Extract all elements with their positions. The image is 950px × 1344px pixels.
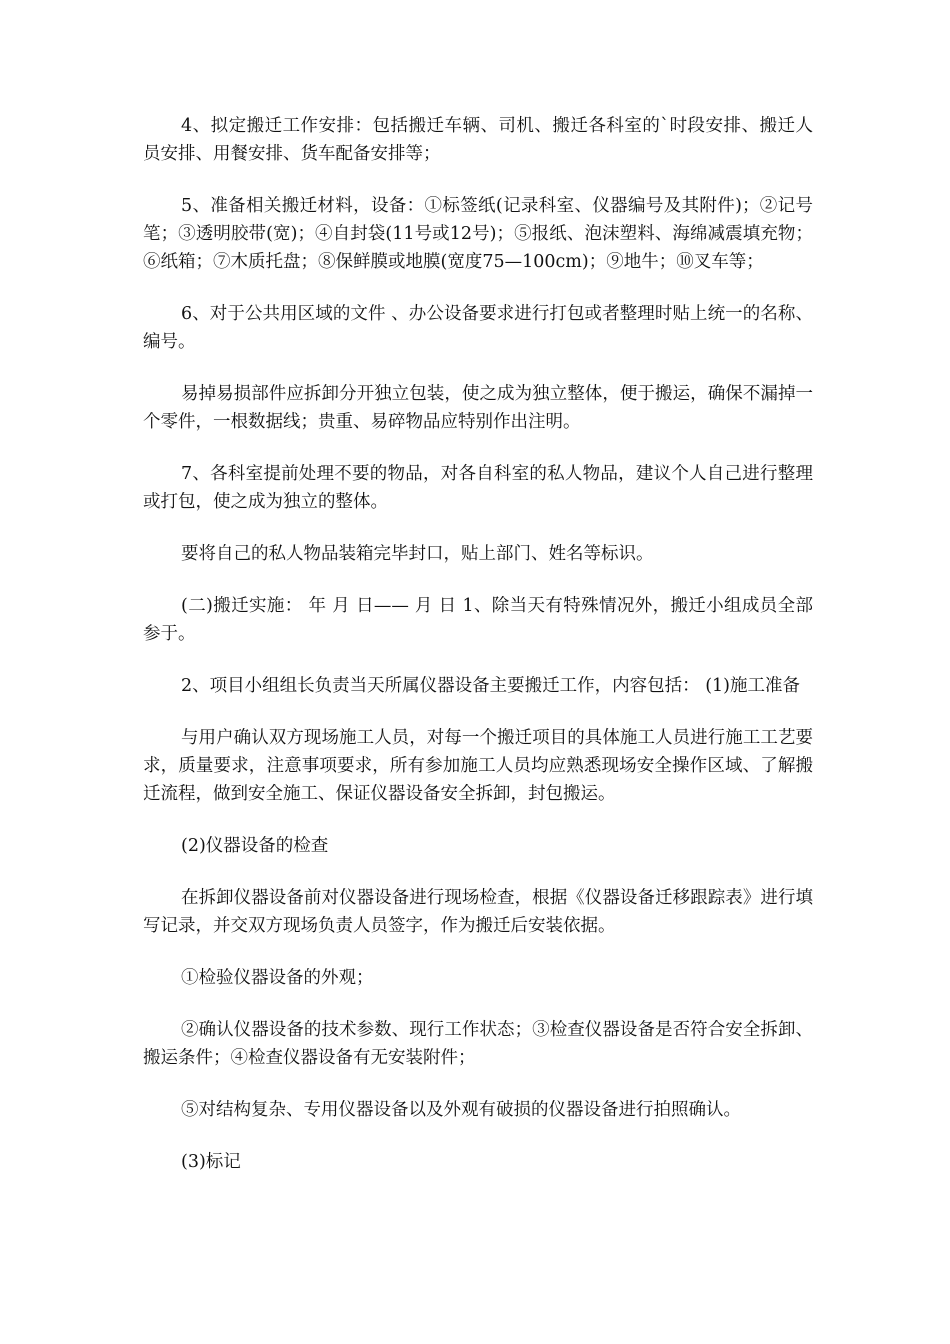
- paragraph-check-parameters: ②确认仪器设备的技术参数、现行工作状态；③检查仪器设备是否符合安全拆卸、搬运条件；④检查仪器设备有无安装附件；: [143, 1020, 813, 1068]
- paragraph-fragile-parts: 易掉易损部件应拆卸分开独立包装，使之成为独立整体，便于搬运，确保不漏掉一个零件，一根数据线；贵重、易碎物品应特别作出注明。: [143, 384, 813, 432]
- paragraph-inspection-detail: 在拆卸仪器设备前对仪器设备进行现场检查，根据《仪器设备迁移跟踪表》进行填写记录，并交双方现场负责人员签字，作为搬迁后安装依据。: [143, 888, 813, 936]
- paragraph-personal-items: 要将自己的私人物品装箱完毕封口，贴上部门、姓名等标识。: [181, 544, 654, 564]
- paragraph-check-appearance: ①检验仪器设备的外观；: [181, 968, 374, 988]
- paragraph-step-6: 6、对于公共用区域的文件 、办公设备要求进行打包或者整理时贴上统一的名称、编号。: [143, 304, 813, 352]
- paragraph-photo-confirm: ⑤对结构复杂、专用仪器设备以及外观有破损的仪器设备进行拍照确认。: [181, 1100, 741, 1120]
- paragraph-step-4: 4、拟定搬迁工作安排：包括搬迁车辆、司机、搬迁各科室的`时段安排、搬迁人员安排、用餐安排、货车配备安排等；: [143, 116, 813, 164]
- paragraph-team-leader: 2、项目小组组长负责当天所属仪器设备主要搬迁工作，内容包括： (1)施工准备: [181, 676, 800, 696]
- paragraph-step-7: 7、各科室提前处理不要的物品，对各自科室的私人物品，建议个人自己进行整理或打包，使之成为独立的整体。: [143, 464, 813, 512]
- paragraph-heading-inspection: (2)仪器设备的检查: [181, 836, 329, 856]
- paragraph-step-5: 5、准备相关搬迁材料，设备：①标签纸(记录科室、仪器编号及其附件)；②记号笔；③透明胶带(宽)；④自封袋(11号或12号)；⑤报纸、泡沫塑料、海绵减震填充物；⑥纸箱；⑦木质托盘；⑧保鲜膜或地膜(宽度75—100cm)；⑨地牛；⑩叉车等；: [143, 196, 813, 272]
- document-body: [143, 112, 813, 1200]
- paragraph-heading-marking: (3)标记: [181, 1152, 241, 1172]
- paragraph-implementation: (二)搬迁实施： 年 月 日—— 月 日 1、除当天有特殊情况外，搬迁小组成员全部参于。: [143, 596, 813, 644]
- paragraph-construction-prep: 与用户确认双方现场施工人员，对每一个搬迁项目的具体施工人员进行施工工艺要求，质量要求，注意事项要求，所有参加施工人员均应熟悉现场安全操作区域、了解搬迁流程，做到安全施工、保证仪器设备安全拆卸，封包搬运。: [143, 728, 813, 804]
